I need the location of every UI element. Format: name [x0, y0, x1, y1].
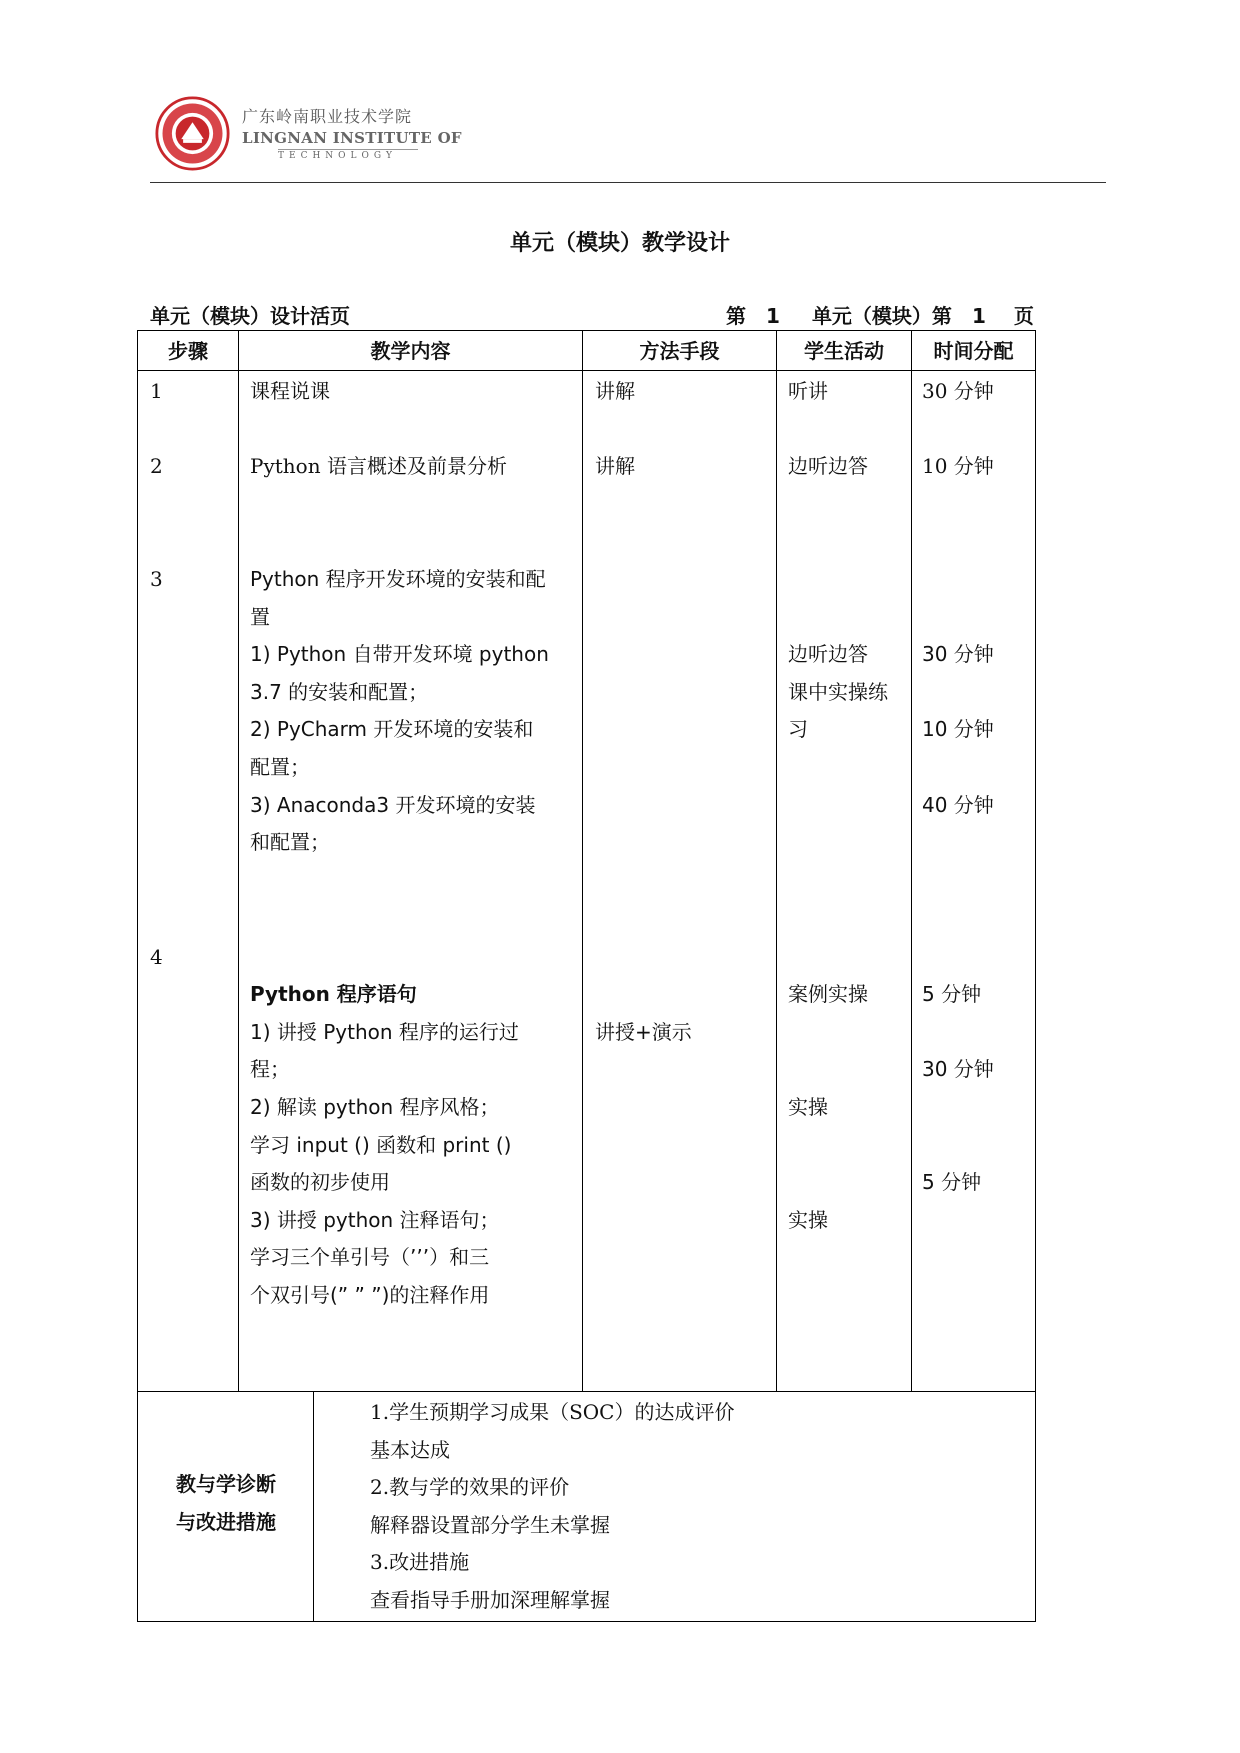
content-r4-item2a: 2) 解读 python 程序风格；: [250, 1095, 500, 1119]
activity-r3a: 边听边答: [788, 642, 868, 666]
content-r4-item1a: 1) 讲授 Python 程序的运行过: [250, 1020, 519, 1044]
subtitle-left: 单元（模块）设计活页: [150, 304, 350, 328]
content-r3-item1b: 3.7 的安装和配置；: [250, 680, 429, 704]
diagnosis-line-6: 查看指导手册加深理解掌握: [370, 1588, 610, 1612]
header-method: 方法手段: [639, 339, 720, 363]
content-r3-item3a: 3) Anaconda3 开发环境的安装: [250, 793, 536, 817]
school-logo-icon: [155, 96, 230, 171]
header-time: 时间分配: [933, 339, 1014, 363]
content-r4-title: Python 程序语句: [250, 982, 417, 1006]
content-r4-item3a: 3) 讲授 python 注释语句；: [250, 1208, 500, 1232]
diagnosis-label-line1: 教与学诊断: [176, 1472, 276, 1496]
time-r1: 30 分钟: [922, 379, 994, 403]
method-r4: 讲授+演示: [595, 1020, 692, 1044]
method-r2: 讲解: [595, 454, 635, 478]
content-r3-item3b: 和配置；: [250, 830, 330, 854]
activity-r3b: 课中实操练: [788, 680, 888, 704]
header-divider: [150, 182, 1106, 183]
activity-r3c: 习: [788, 717, 808, 741]
time-r3a: 30 分钟: [922, 642, 994, 666]
diagnosis-line-3: 2.教与学的效果的评价: [370, 1475, 570, 1499]
method-r1: 讲解: [595, 379, 635, 403]
logo-text-block: [242, 104, 462, 161]
header-activity: 学生活动: [804, 339, 884, 363]
subtitle-right: [726, 300, 1034, 329]
subtitle-right-mid: 单元（模块）第: [811, 304, 952, 328]
unit-number: 1: [766, 304, 780, 328]
time-r2: 10 分钟: [922, 454, 994, 478]
diagnosis-line-5: 3.改进措施: [370, 1550, 470, 1574]
time-r4c: 5 分钟: [922, 1170, 982, 1194]
activity-r4c: 实操: [788, 1208, 828, 1232]
content-r3-title-b: 置: [250, 605, 270, 629]
time-r3b: 10 分钟: [922, 717, 994, 741]
header-step: 步骤: [168, 339, 208, 363]
content-r4-item2b: 学习 input () 函数和 print (): [250, 1133, 512, 1157]
content-r4-item2c: 函数的初步使用: [250, 1170, 390, 1194]
subtitle-right-suffix: 页: [1013, 304, 1034, 328]
content-r3-item1a: 1) Python 自带开发环境 python: [250, 642, 549, 666]
time-r3c: 40 分钟: [922, 793, 994, 817]
diagnosis-line-1: 1.学生预期学习成果（SOC）的达成评价: [370, 1400, 735, 1424]
step-4: 4: [150, 945, 163, 969]
content-r4-item1b: 程；: [250, 1057, 290, 1081]
diagnosis-line-4: 解释器设置部分学生未掌握: [370, 1513, 610, 1537]
content-r3-item2b: 配置；: [250, 755, 310, 779]
diagnosis-label-line2: 与改进措施: [176, 1510, 276, 1534]
time-r4b: 30 分钟: [922, 1057, 994, 1081]
activity-r1: 听讲: [788, 379, 828, 403]
subtitle-right-prefix: 第: [726, 304, 746, 328]
activity-r4a: 案例实操: [788, 982, 868, 1006]
content-r2: Python 语言概述及前景分析: [250, 454, 507, 478]
content-r4-item3b: 学习三个单引号（’’’）和三: [250, 1245, 490, 1269]
page-title: 单元（模块）教学设计: [509, 231, 730, 256]
activity-r4b: 实操: [788, 1095, 828, 1119]
page-number: 1: [971, 304, 986, 328]
header-content: 教学内容: [370, 339, 451, 363]
content-r4-item3c: 个双引号(” ” ”)的注释作用: [250, 1283, 490, 1307]
diagnosis-label: [150, 1465, 302, 1541]
activity-r2: 边听边答: [788, 454, 868, 478]
step-3: 3: [150, 567, 163, 591]
logo-name-cn: 广东岭南职业技术学院: [242, 107, 413, 126]
step-1: 1: [150, 379, 163, 403]
content-r1: 课程说课: [250, 379, 330, 403]
diagnosis-line-2: 基本达成: [370, 1438, 450, 1462]
logo-name-en: LINGNAN INSTITUTE OF: [242, 129, 462, 147]
time-r4a: 5 分钟: [922, 982, 982, 1006]
content-r3-title-a: Python 程序开发环境的安装和配: [250, 567, 546, 591]
content-r3-item2a: 2) PyCharm 开发环境的安装和: [250, 717, 534, 741]
logo-name-en2: TECHNOLOGY: [278, 149, 418, 161]
step-2: 2: [150, 454, 163, 478]
